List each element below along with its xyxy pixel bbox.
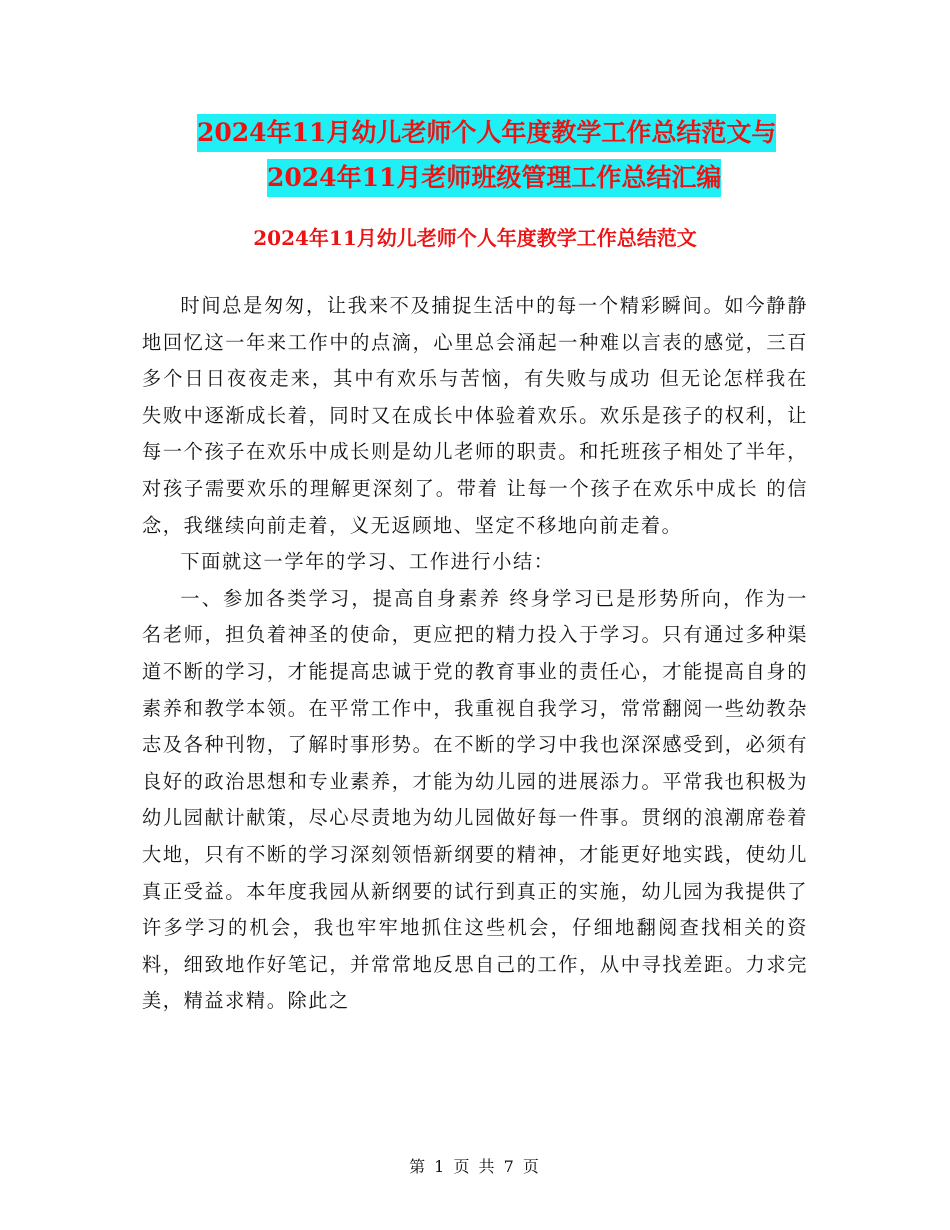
title-line-2-text: 2024年11月老师班级管理工作总结汇编 [267,159,721,197]
section-heading: 2024年11月幼儿老师个人年度教学工作总结范文 [253,226,697,250]
paragraph: 时间总是匆匆，让我来不及捕捉生活中的每一个精彩瞬间。如今静静地回忆这一年来工作中的点滴，心里总会涌起一种难以言表的感觉，三百多个日日夜夜走来，其中有欢乐与苦恼，有失败与成功 但无论怎样我在失败中逐渐成长着，同时又在成长中体验着欢乐。欢乐是孩子的权利，让每一个孩子在欢乐中成长则是幼儿老师的职责。和托班孩子相处了半年，对孩子需要欢乐的理解更深刻了。带着 让每一个孩子在欢乐中成长 的信念，我继续向前走着，义无返顾地、坚定不移地向前走着。 [142,294,808,537]
title-line-2 [140,155,820,200]
title-line-1 [140,110,820,155]
page-number-footer: 第 1 页 共 7 页 [409,1157,541,1176]
paragraph: 一、参加各类学习，提高自身素养 终身学习已是形势所向，作为一名老师，担负着神圣的使命，更应把的精力投入于学习。只有通过多种渠道不断的学习，才能提高忠诚于党的教育事业的责任心，才能提高自身的素养和教学本领。在平常工作中，我重视自我学习，常常翻阅一些幼教杂志及各种刊物，了解时事形势。在不断的学习中我也深深感受到，必须有良好的政治思想和专业素养，才能为幼儿园的进展添力。平常我也积极为幼儿园献计献策，尽心尽责地为幼儿园做好每一件事。贯纲的浪潮席卷着大地，只有不断的学习深刻领悟新纲要的精神，才能更好地实践，使幼儿真正受益。本年度我园从新纲要的试行到真正的实施，幼儿园为我提供了许多学习的机会，我也牢牢地抓住这些机会，仔细地翻阅查找相关的资料，细致地作好笔记，并常常地反思自己的工作，从中寻找差距。力求完美，精益求精。除此之 [142,586,808,1013]
body-text [142,288,808,1020]
title-line-1-text: 2024年11月幼儿老师个人年度教学工作总结范文与 [197,114,776,152]
document-title [140,110,820,200]
paragraph: 下面就这一学年的学习、工作进行小结： [180,550,555,574]
